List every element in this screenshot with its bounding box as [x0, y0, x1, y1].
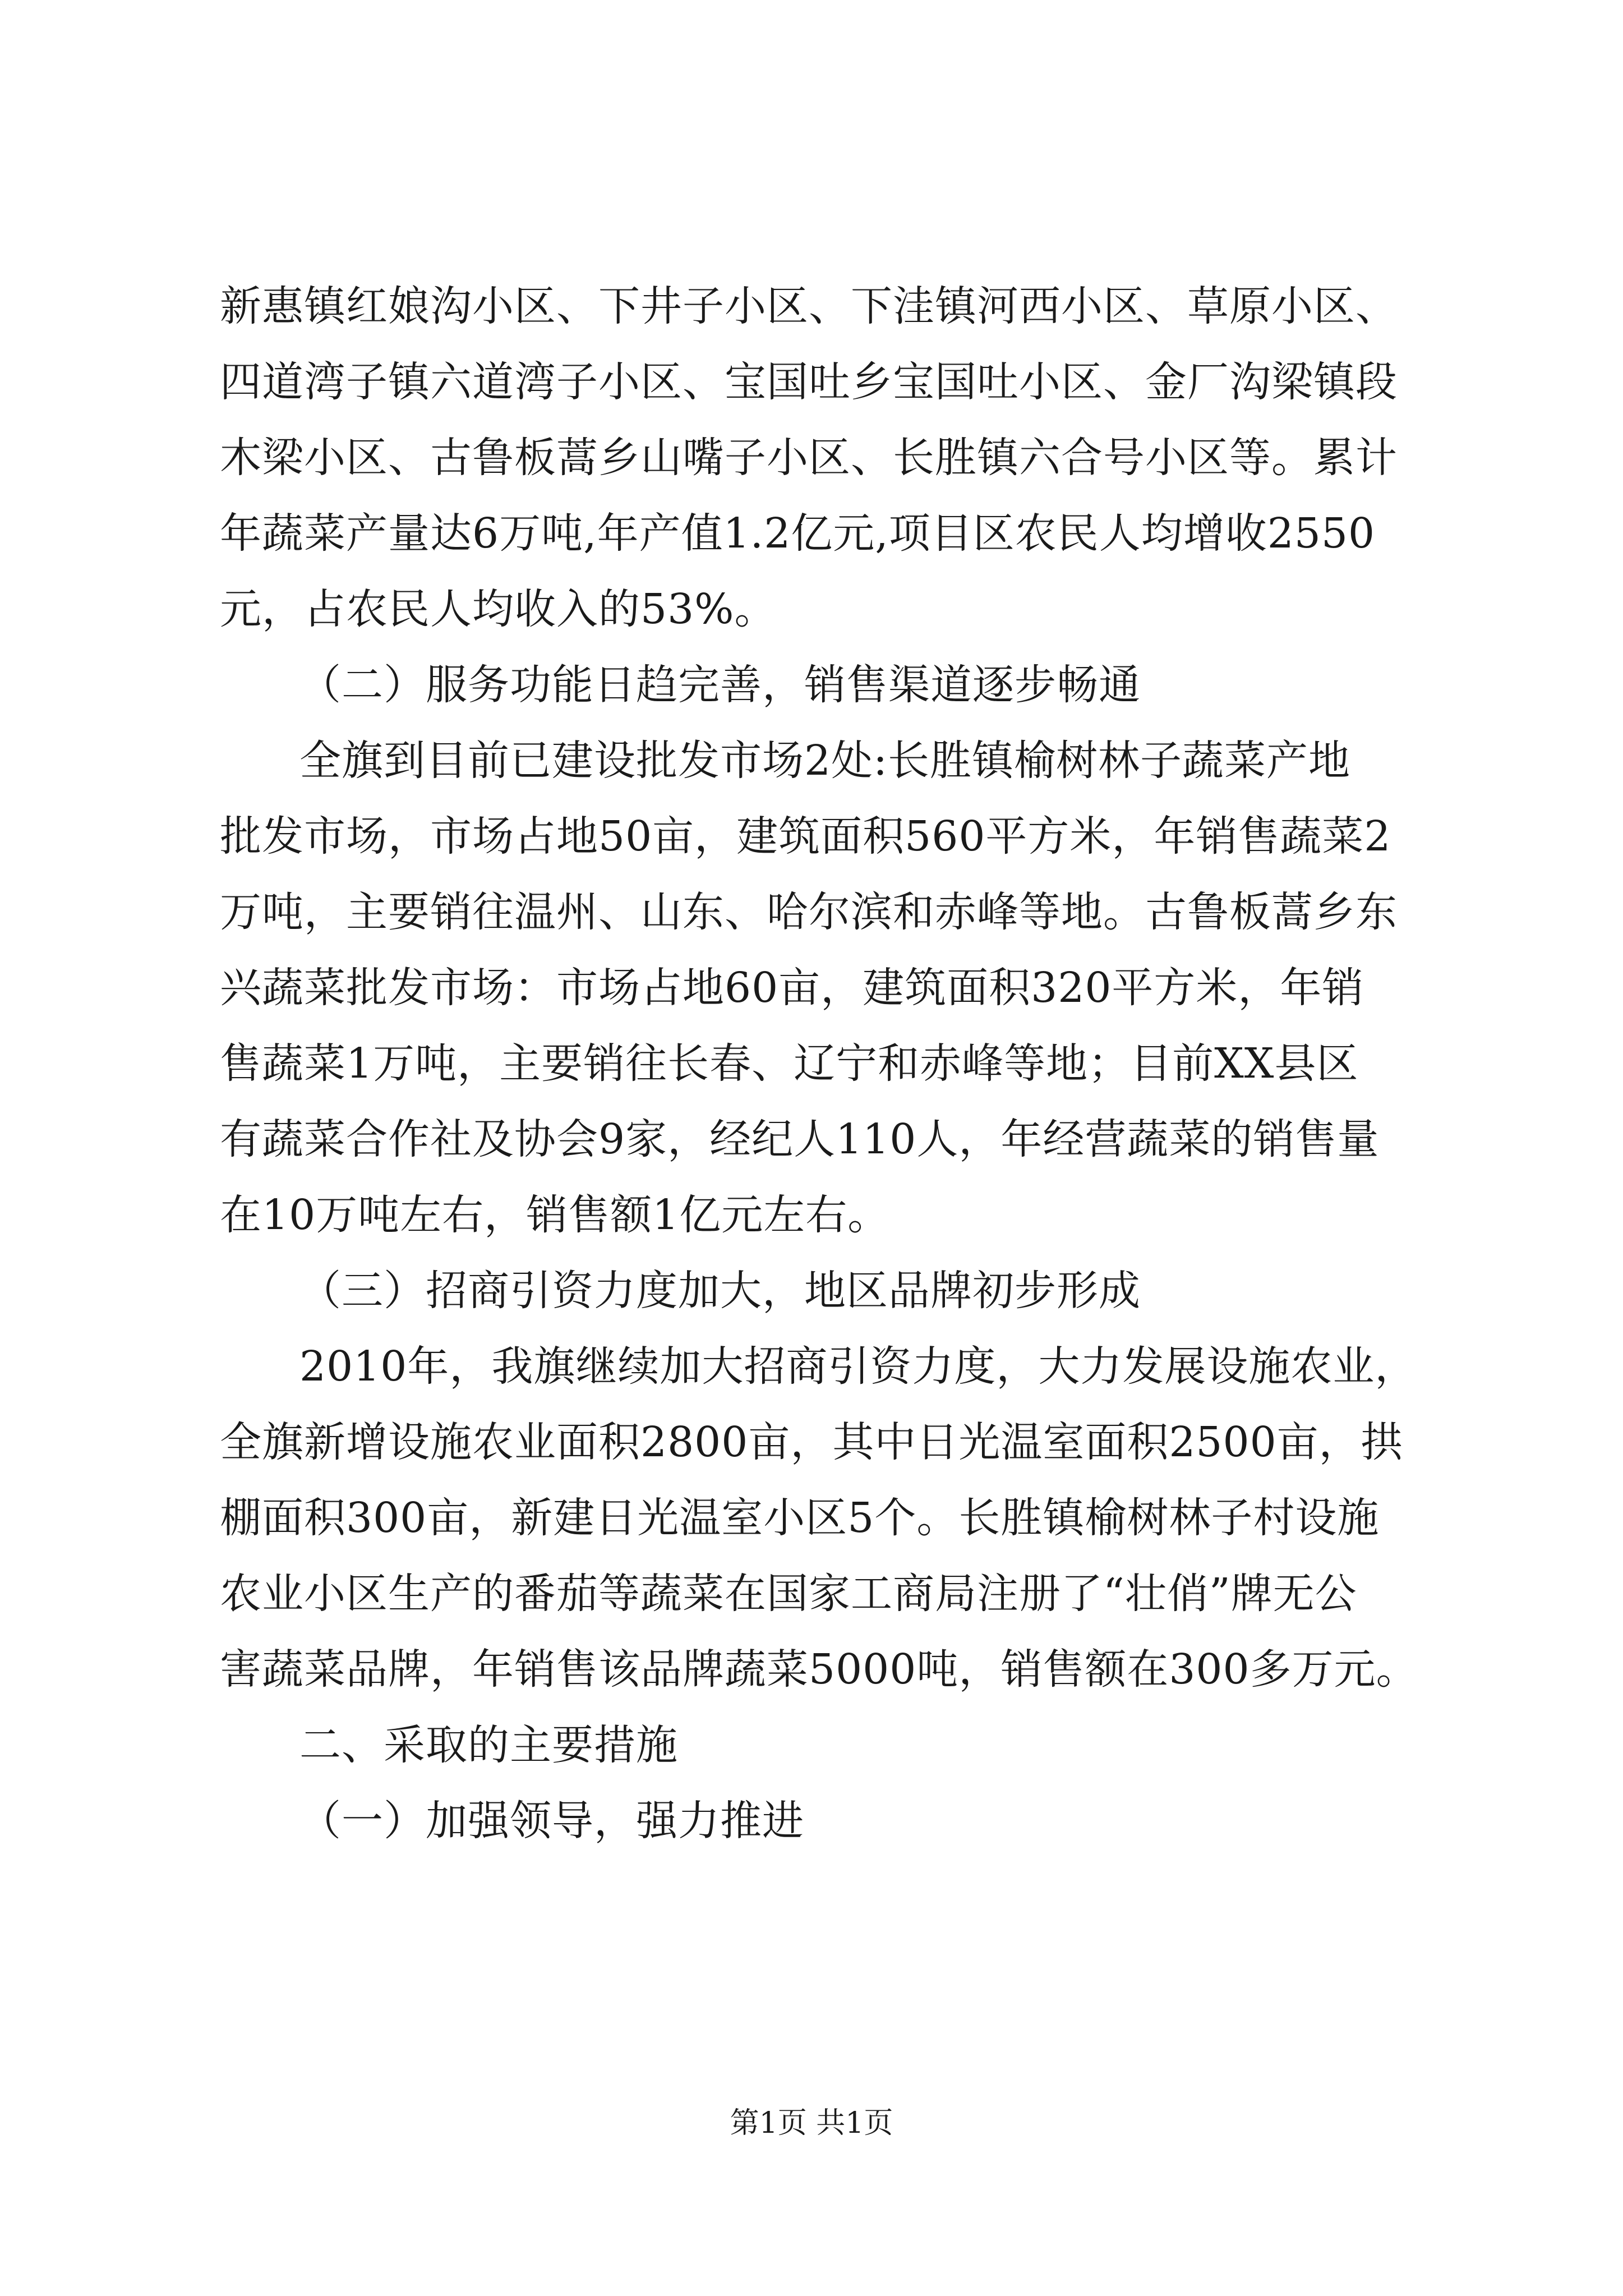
section-heading: （二）服务功能日趋完善，销售渠道逐步畅通 [299, 661, 1141, 709]
page-footer: 第1页 共1页 [730, 2106, 893, 2140]
paragraph-line: 售蔬菜1万吨，主要销往长春、辽宁和赤峰等地；目前XX县区 [220, 1039, 1359, 1088]
section-heading: 二、采取的主要措施 [299, 1721, 678, 1769]
section-heading: （三）招商引资力度加大，地区品牌初步形成 [299, 1267, 1141, 1315]
paragraph-line: 害蔬菜品牌，年销售该品牌蔬菜5000吨，销售额在300多万元。 [220, 1645, 1418, 1694]
paragraph-line: 在10万吨左右，销售额1亿元左右。 [220, 1191, 890, 1239]
paragraph-line: 棚面积300亩，新建日光温室小区5个。长胜镇榆树林子村设施 [220, 1494, 1380, 1542]
paragraph-line: 新惠镇红娘沟小区、下井子小区、下洼镇河西小区、草原小区、 [220, 282, 1398, 330]
paragraph-line: 批发市场，市场占地50亩，建筑面积560平方米，年销售蔬菜2 [220, 812, 1391, 861]
paragraph-line: 有蔬菜合作社及协会9家，经纪人110人，年经营蔬菜的销售量 [220, 1115, 1380, 1163]
paragraph-line: 全旗新增设施农业面积2800亩，其中日光温室面积2500亩，拱 [220, 1418, 1403, 1466]
paragraph-line: 万吨，主要销往温州、山东、哈尔滨和赤峰等地。古鲁板蒿乡东 [220, 888, 1398, 936]
section-heading: （一）加强领导，强力推进 [299, 1797, 804, 1845]
paragraph-line: 木梁小区、古鲁板蒿乡山嘴子小区、长胜镇六合号小区等。累计 [220, 434, 1398, 482]
paragraph-line: 年蔬菜产量达6万吨,年产值1.2亿元,项目区农民人均增收2550 [220, 509, 1376, 558]
paragraph-first-line: 全旗到目前已建设批发市场2处:长胜镇榆树林子蔬菜产地 [299, 737, 1351, 785]
paragraph-first-line: 2010年，我旗继续加大招商引资力度，大力发展设施农业， [299, 1342, 1417, 1391]
paragraph-line: 兴蔬菜批发市场：市场占地60亩，建筑面积320平方米，年销 [220, 964, 1364, 1012]
paragraph-line: 农业小区生产的番茄等蔬菜在国家工商局注册了“壮俏”牌无公 [220, 1570, 1357, 1618]
paragraph-line: 四道湾子镇六道湾子小区、宝国吐乡宝国吐小区、金厂沟梁镇段 [220, 358, 1398, 406]
paragraph-line: 元，占农民人均收入的53%。 [220, 585, 777, 633]
